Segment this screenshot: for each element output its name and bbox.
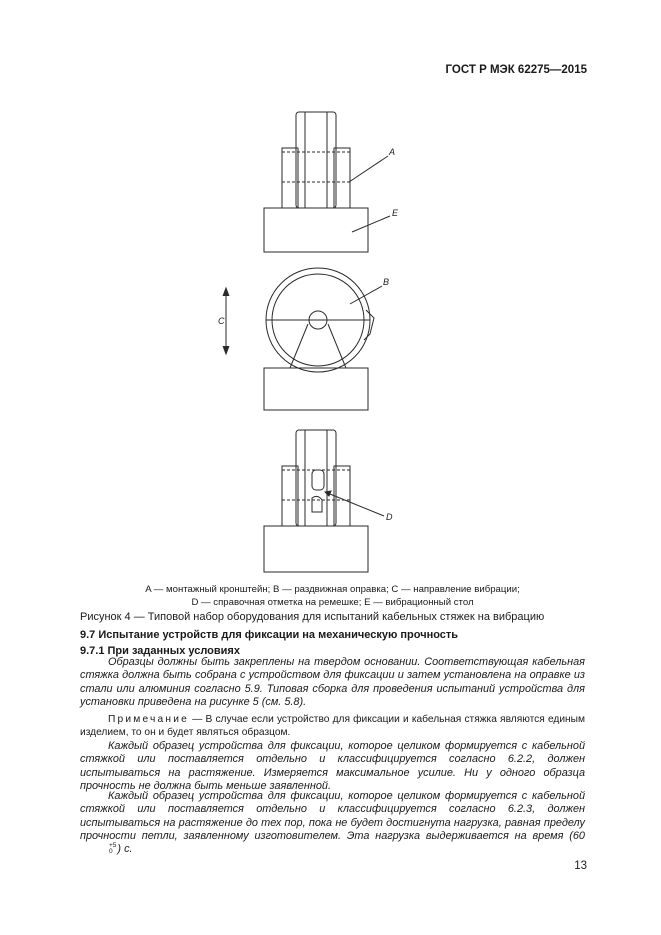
tolerance-upper: +5 <box>109 842 117 850</box>
label-d: D <box>386 512 393 522</box>
figure-legend <box>80 583 585 609</box>
label-e: E <box>392 208 399 218</box>
paragraph-3-main: Каждый образец устройства для фиксации, которое целиком формируется с кабельной стяжкой или поставляется отдельно и классифицируется согласно 6.2.3, должен испытываться на растяжение до тех пор, пока не будет достигнута нагрузка, равная пределу прочности петли, заявленному изготовителем. Эта нагрузка выдерживается на время (60 <box>80 790 585 842</box>
side-view-assembly <box>264 268 374 410</box>
legend-line-2: D — справочная отметка на ремешке; E — вибрационный стол <box>191 597 474 608</box>
paragraph-2: Каждый образец устройства для фиксации, которое целиком формируется с кабельной стяжкой или поставляется отдельно и классифицируется согласно 6.2.2, должен испытываться на растяжение. Измеряется максимальное усилие. Ни у одного образца прочность не должна быть меньше заявленной. <box>80 740 585 792</box>
label-a: A <box>389 147 396 157</box>
tolerance <box>81 843 116 855</box>
paragraph-1: Образцы должны быть закреплены на твердом основании. Соответствующая кабельная стяжка должна быть собрана с устройством для фиксации и затем установлена на оправке из стали или алюминия согласно 5.9. Типовая сборка для проведения испытаний устройства для установки приведена на рисунке 5 (см. 5.8). <box>80 656 585 708</box>
vibration-table-top <box>264 208 368 252</box>
paragraph-3 <box>80 790 585 856</box>
vibration-table-middle <box>264 368 368 410</box>
label-c: C <box>218 316 225 326</box>
paragraph-3-end: ) с. <box>117 843 133 856</box>
figure-title: Рисунок 4 — Типовой набор оборудования для испытаний кабельных стяжек на вибрацию <box>80 611 545 623</box>
label-b: B <box>383 277 390 287</box>
note-label: Примечание <box>108 714 189 725</box>
tolerance-lower: 0 <box>109 848 113 856</box>
page-number: 13 <box>574 860 587 872</box>
section-heading: 9.7 Испытание устройств для фиксации на механическую прочность <box>80 629 459 641</box>
bottom-view-assembly <box>264 430 368 572</box>
vibration-table-bottom <box>264 526 368 572</box>
note-text: — В случае если устройство для фиксации и кабельная стяжка являются единым изделием, то он и будет являться образцом. <box>80 714 585 738</box>
subsection-heading: 9.7.1 При заданных условиях <box>80 645 240 657</box>
legend-line-1: A — монтажный кронштейн; B — раздвижная оправка; C — направление вибрации; <box>145 584 520 595</box>
note <box>80 713 585 739</box>
top-view-assembly <box>264 112 368 252</box>
document-header: ГОСТ Р МЭК 62275—2015 <box>445 64 587 76</box>
